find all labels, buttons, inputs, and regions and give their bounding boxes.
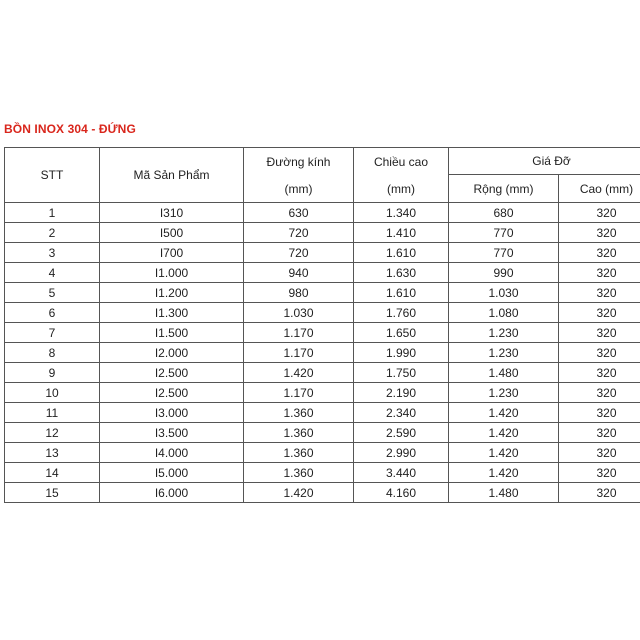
cell-stt: 4 bbox=[5, 263, 100, 283]
cell-stand-width: 1.230 bbox=[449, 383, 559, 403]
cell-stand-height: 320 bbox=[559, 303, 640, 323]
cell-product-code: I3.000 bbox=[100, 403, 244, 423]
cell-height: 1.650 bbox=[354, 323, 449, 343]
cell-height: 1.990 bbox=[354, 343, 449, 363]
cell-diameter: 1.420 bbox=[244, 483, 354, 503]
cell-height: 1.630 bbox=[354, 263, 449, 283]
cell-stand-width: 680 bbox=[449, 203, 559, 223]
cell-diameter: 630 bbox=[244, 203, 354, 223]
cell-stand-height: 320 bbox=[559, 323, 640, 343]
cell-product-code: I2.500 bbox=[100, 383, 244, 403]
cell-stand-height: 320 bbox=[559, 283, 640, 303]
table-body bbox=[5, 203, 640, 503]
cell-stt: 6 bbox=[5, 303, 100, 323]
cell-diameter: 720 bbox=[244, 223, 354, 243]
table-row bbox=[5, 303, 640, 323]
cell-stand-height: 320 bbox=[559, 463, 640, 483]
cell-stt: 12 bbox=[5, 423, 100, 443]
cell-stand-height: 320 bbox=[559, 403, 640, 423]
cell-stand-height: 320 bbox=[559, 263, 640, 283]
cell-product-code: I6.000 bbox=[100, 483, 244, 503]
cell-stand-height: 320 bbox=[559, 383, 640, 403]
cell-height: 2.340 bbox=[354, 403, 449, 423]
cell-product-code: I2.500 bbox=[100, 363, 244, 383]
cell-stand-width: 770 bbox=[449, 223, 559, 243]
cell-stand-width: 1.480 bbox=[449, 483, 559, 503]
header-stand-width: Rộng (mm) bbox=[449, 175, 559, 203]
cell-height: 2.590 bbox=[354, 423, 449, 443]
cell-height: 1.610 bbox=[354, 243, 449, 263]
table-row bbox=[5, 343, 640, 363]
header-diameter bbox=[244, 148, 354, 203]
cell-height: 1.750 bbox=[354, 363, 449, 383]
cell-stt: 14 bbox=[5, 463, 100, 483]
cell-diameter: 1.170 bbox=[244, 323, 354, 343]
cell-stand-height: 320 bbox=[559, 423, 640, 443]
cell-product-code: I1.300 bbox=[100, 303, 244, 323]
cell-stand-height: 320 bbox=[559, 243, 640, 263]
table-row bbox=[5, 363, 640, 383]
cell-diameter: 1.030 bbox=[244, 303, 354, 323]
cell-diameter: 1.420 bbox=[244, 363, 354, 383]
cell-stt: 5 bbox=[5, 283, 100, 303]
cell-diameter: 1.170 bbox=[244, 343, 354, 363]
cell-diameter: 1.170 bbox=[244, 383, 354, 403]
cell-product-code: I1.500 bbox=[100, 323, 244, 343]
header-stand-height: Cao (mm) bbox=[559, 175, 640, 203]
cell-stand-height: 320 bbox=[559, 223, 640, 243]
table-row bbox=[5, 423, 640, 443]
table-row bbox=[5, 383, 640, 403]
cell-stt: 13 bbox=[5, 443, 100, 463]
cell-diameter: 1.360 bbox=[244, 423, 354, 443]
table-row bbox=[5, 243, 640, 263]
cell-stand-width: 990 bbox=[449, 263, 559, 283]
header-stand: Giá Đỡ bbox=[449, 148, 640, 175]
cell-stt: 8 bbox=[5, 343, 100, 363]
cell-height: 2.990 bbox=[354, 443, 449, 463]
cell-stt: 9 bbox=[5, 363, 100, 383]
cell-height: 1.760 bbox=[354, 303, 449, 323]
table-row bbox=[5, 403, 640, 423]
cell-diameter: 1.360 bbox=[244, 403, 354, 423]
cell-stt: 1 bbox=[5, 203, 100, 223]
table-row bbox=[5, 483, 640, 503]
cell-stt: 15 bbox=[5, 483, 100, 503]
cell-stand-width: 1.420 bbox=[449, 403, 559, 423]
header-stt: STT bbox=[5, 148, 100, 203]
table-row bbox=[5, 283, 640, 303]
cell-product-code: I1.000 bbox=[100, 263, 244, 283]
cell-height: 4.160 bbox=[354, 483, 449, 503]
cell-stand-width: 1.420 bbox=[449, 423, 559, 443]
cell-stand-width: 1.230 bbox=[449, 323, 559, 343]
cell-stand-width: 770 bbox=[449, 243, 559, 263]
header-diameter-unit: (mm) bbox=[284, 181, 313, 196]
spec-table bbox=[4, 147, 640, 503]
cell-stt: 11 bbox=[5, 403, 100, 423]
table-row bbox=[5, 443, 640, 463]
cell-stand-width: 1.420 bbox=[449, 443, 559, 463]
cell-height: 1.340 bbox=[354, 203, 449, 223]
table-row bbox=[5, 323, 640, 343]
header-row-top bbox=[5, 148, 640, 175]
cell-stand-height: 320 bbox=[559, 363, 640, 383]
cell-product-code: I3.500 bbox=[100, 423, 244, 443]
table-row bbox=[5, 223, 640, 243]
cell-height: 1.610 bbox=[354, 283, 449, 303]
table-row bbox=[5, 263, 640, 283]
cell-stand-height: 320 bbox=[559, 203, 640, 223]
cell-height: 2.190 bbox=[354, 383, 449, 403]
cell-diameter: 940 bbox=[244, 263, 354, 283]
table-title: BỒN INOX 304 - ĐỨNG bbox=[4, 122, 136, 136]
cell-stt: 10 bbox=[5, 383, 100, 403]
cell-stand-width: 1.480 bbox=[449, 363, 559, 383]
cell-stt: 7 bbox=[5, 323, 100, 343]
header-height-unit: (mm) bbox=[387, 181, 415, 196]
cell-diameter: 720 bbox=[244, 243, 354, 263]
cell-height: 1.410 bbox=[354, 223, 449, 243]
table-row bbox=[5, 203, 640, 223]
cell-stt: 3 bbox=[5, 243, 100, 263]
cell-product-code: I310 bbox=[100, 203, 244, 223]
cell-stand-width: 1.080 bbox=[449, 303, 559, 323]
table-row bbox=[5, 463, 640, 483]
cell-stand-height: 320 bbox=[559, 343, 640, 363]
cell-diameter: 980 bbox=[244, 283, 354, 303]
cell-diameter: 1.360 bbox=[244, 463, 354, 483]
header-height-label: Chiều cao bbox=[373, 154, 429, 169]
cell-product-code: I500 bbox=[100, 223, 244, 243]
cell-height: 3.440 bbox=[354, 463, 449, 483]
cell-product-code: I2.000 bbox=[100, 343, 244, 363]
cell-product-code: I1.200 bbox=[100, 283, 244, 303]
cell-stand-width: 1.230 bbox=[449, 343, 559, 363]
cell-stt: 2 bbox=[5, 223, 100, 243]
cell-product-code: I5.000 bbox=[100, 463, 244, 483]
cell-stand-height: 320 bbox=[559, 483, 640, 503]
cell-stand-height: 320 bbox=[559, 443, 640, 463]
cell-stand-width: 1.420 bbox=[449, 463, 559, 483]
header-diameter-label: Đường kính bbox=[266, 154, 331, 169]
cell-diameter: 1.360 bbox=[244, 443, 354, 463]
header-product-code: Mã Sản Phẩm bbox=[100, 148, 244, 203]
header-height bbox=[354, 148, 449, 203]
cell-stand-width: 1.030 bbox=[449, 283, 559, 303]
cell-product-code: I700 bbox=[100, 243, 244, 263]
cell-product-code: I4.000 bbox=[100, 443, 244, 463]
